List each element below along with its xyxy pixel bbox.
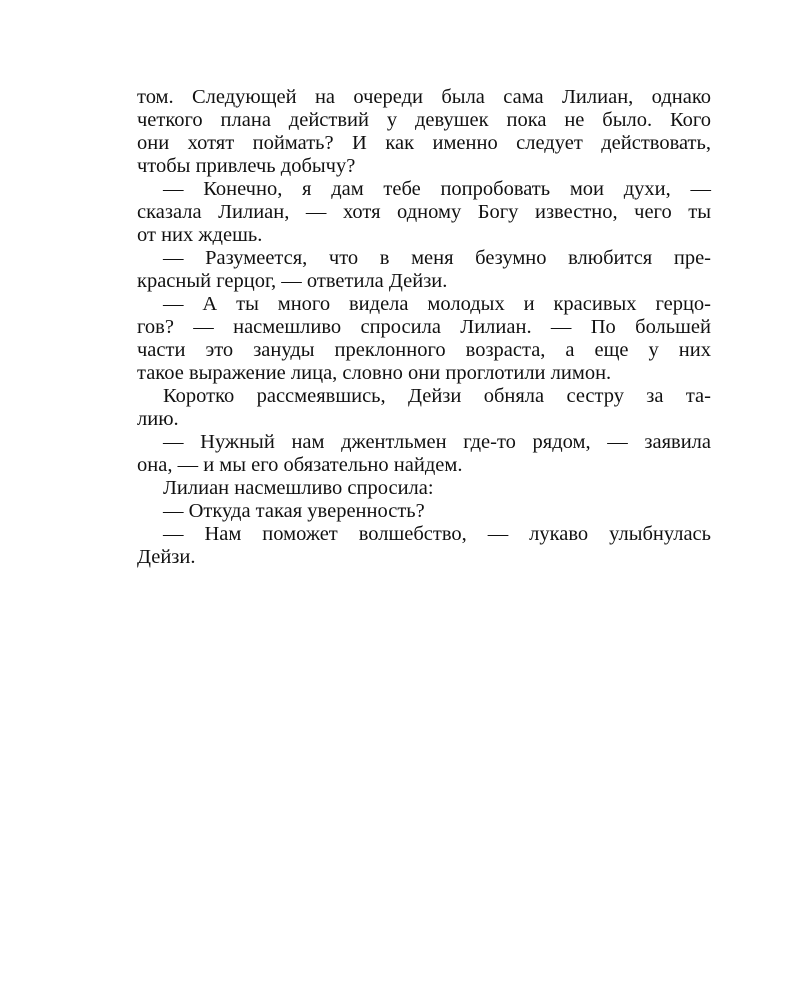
text-line-3: они хотят поймать? И как именно следует действовать, bbox=[137, 132, 711, 154]
text-line-5: — Конечно, я дам тебе попробовать мои духи, — bbox=[163, 178, 711, 200]
text-line-19: — Откуда такая уверенность? bbox=[163, 500, 425, 522]
text-line-6: сказала Лилиан, — хотя одному Богу известно, чего ты bbox=[137, 201, 711, 223]
text-line-9: красный герцог, — ответила Дейзи. bbox=[137, 270, 448, 292]
text-line-13: такое выражение лица, словно они проглотили лимон. bbox=[137, 362, 612, 384]
text-line-17: она, — и мы его обязательно найдем. bbox=[137, 454, 463, 476]
text-line-18: Лилиан насмешливо спросила: bbox=[163, 477, 434, 499]
text-line-21: Дейзи. bbox=[137, 546, 196, 568]
book-page-text bbox=[137, 86, 711, 569]
text-line-4: чтобы привлечь добычу? bbox=[137, 155, 356, 177]
text-line-15: лию. bbox=[137, 408, 179, 430]
text-line-20: — Нам поможет волшебство, — лукаво улыбнулась bbox=[163, 523, 711, 545]
text-line-14: Коротко рассмеявшись, Дейзи обняла сестру за та- bbox=[163, 385, 711, 407]
text-line-2: четкого плана действий у девушек пока не было. Кого bbox=[137, 109, 711, 131]
text-line-7: от них ждешь. bbox=[137, 224, 263, 246]
text-line-12: части это зануды преклонного возраста, а еще у них bbox=[137, 339, 711, 361]
text-line-1: том. Следующей на очереди была сама Лилиан, однако bbox=[137, 86, 711, 108]
text-line-8: — Разумеется, что в меня безумно влюбится пре- bbox=[163, 247, 711, 269]
text-line-11: гов? — насмешливо спросила Лилиан. — По большей bbox=[137, 316, 711, 338]
text-line-10: — А ты много видела молодых и красивых герцо- bbox=[163, 293, 711, 315]
text-line-16: — Нужный нам джентльмен где-то рядом, — заявила bbox=[163, 431, 711, 453]
